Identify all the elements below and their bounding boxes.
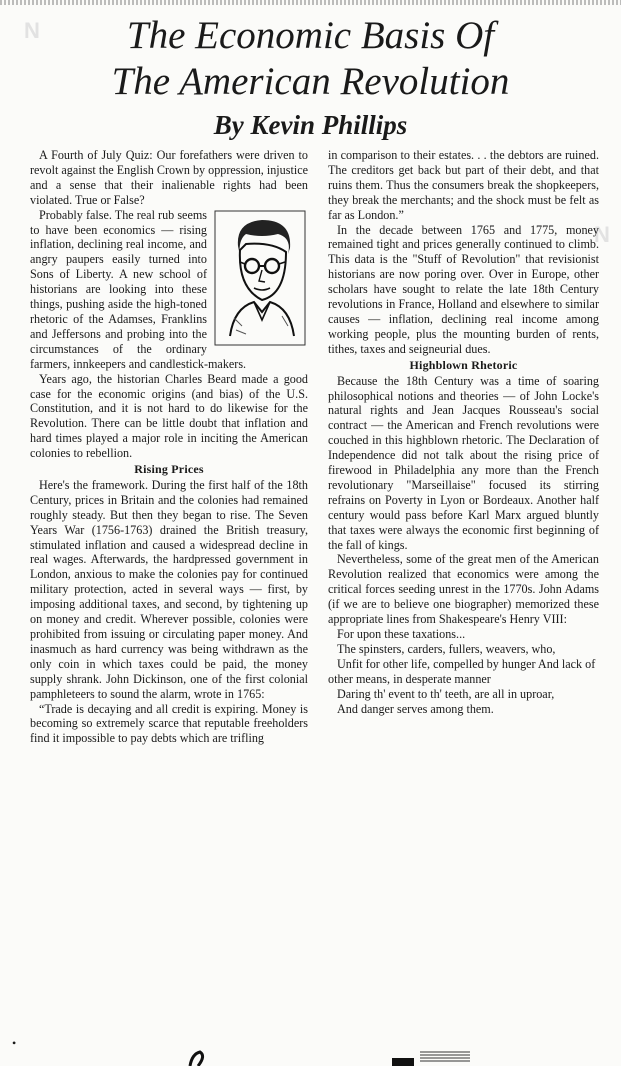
byline: By Kevin Phillips — [213, 110, 408, 140]
paragraph: Because the 18th Century was a time of soaring philosophical notions and theories — of John Locke's natural rights and Jean Jacques Rousseau's social contract — the American and French revolutions were couched in this highblown rhetoric. The Declaration of Independence did not talk about the rising price of firewood in Philadelphia any more than the French revolutionary "Marseillaise" focused its stirring refrains on Poverty in Lyon or Bordeaux. Another half century would pass before Karl Marx argued bluntly that taxes were always the economic first beginning of the fall of kings. — [328, 373, 599, 552]
page-bottom-fragments — [0, 1048, 621, 1066]
subhead: Rising Prices — [134, 462, 204, 477]
paragraph: Probably false. The real rub seems to have been economics — rising inflation, declining real income, and angry paupers easily turned into Sons of Liberty. A new school of historians are looking into these things, pushing aside the high-toned rhetoric of the Adamses, Franklins and Jeffersons and probing into the circumstances of the ordinary farmers, innkeepers and candlestick-makers. — [30, 207, 247, 371]
verse-line: Daring th' event to th' teeth, are all in uproar, — [337, 686, 555, 701]
verse-quote — [328, 627, 599, 716]
verse-line: And danger serves among them. — [337, 701, 494, 716]
paragraph: A Fourth of July Quiz: Our forefathers were driven to revolt against the English Crown by oppression, injustice and a sense that their inalienable rights had been violated. True or False? — [30, 148, 308, 207]
author-portrait-icon — [212, 208, 308, 348]
column-1 — [30, 148, 308, 746]
verse-line: For upon these taxations... — [337, 627, 466, 641]
paragraph: “Trade is decaying and all credit is expiring. Money is becoming so extremely scarce that reputable freeholders find it impossible to pay debts which are trifling — [30, 701, 308, 746]
verse-line: The spinsters, carders, fullers, weavers, who, — [337, 641, 556, 656]
paragraph: Nevertheless, some of the great men of the American Revolution realized that economics were among the critical forces seeding unrest in the 1770s. John Adams (if we are to believe one biographer) memorized these appropriate lines from Shakespeare's Henry VIII: — [328, 552, 599, 627]
headline-line-2: The American Revolution — [111, 60, 510, 103]
paragraph: Years ago, the historian Charles Beard made a good case for the economic origins (and bias) of the U.S. Constitution, and it is not hard to do likewise for the Revolution. There can be little doubt that inflation and hard times played a major role in inciting the American colonies to rebellion. — [30, 371, 308, 461]
headline-line-1: The Economic Basis Of — [126, 14, 495, 57]
bullet-mark: • — [12, 1036, 17, 1050]
watermark-glyph: N — [594, 222, 610, 247]
page-top-edge — [0, 0, 621, 5]
verse-line: Unfit for other life, compelled by hunger And lack of other means, in desperate manner — [328, 656, 596, 686]
paragraph: Here's the framework. During the first half of the 18th Century, prices in Britain and the colonies had remained roughly steady. But then they began to rise. The Seven Years War (1756-1763) drained the British treasury, stimulated inflation and caused a widespread decline in real wages. Afterwards, the hardpressed government in London, anxious to make the colonies pay for continued military protection, acted in several ways — first, by imposing additional taxes, and second, by tightening up on money and credit. Wherever possible, colonies were prohibited from issuing or circulating paper money. And inasmuch as hard currency was being withdrawn as the only coin in which taxes could be paid, the money supply shrank. John Dickinson, one of the first colonial pamphleteers to sound the alarm, wrote in 1765: — [30, 477, 308, 701]
watermark-glyph: N — [24, 18, 40, 43]
column-2 — [328, 148, 599, 716]
paragraph: In the decade between 1765 and 1775, money remained tight and prices generally continued to climb. This data is the "Stuff of Revolution" that revisionist historians are now poring over. Over in Europe, other scholars have sought to relate the late 18th Century revolutions in France, Holland and elsewhere to similar causes — inflation, declining real income among working people, plus the mounting burden of rents, tithes, taxes and seigneurial dues. — [328, 222, 599, 356]
author-portrait-photo — [212, 208, 308, 348]
paragraph: in comparison to their estates. . . the debtors are ruined. The creditors get back but part of their debt, and that ruins them. Thus the consumers break the shopkeepers, they break the merchants; and the shock must be felt as far as London.” — [328, 148, 599, 222]
subhead: Highblown Rhetoric — [409, 357, 518, 372]
